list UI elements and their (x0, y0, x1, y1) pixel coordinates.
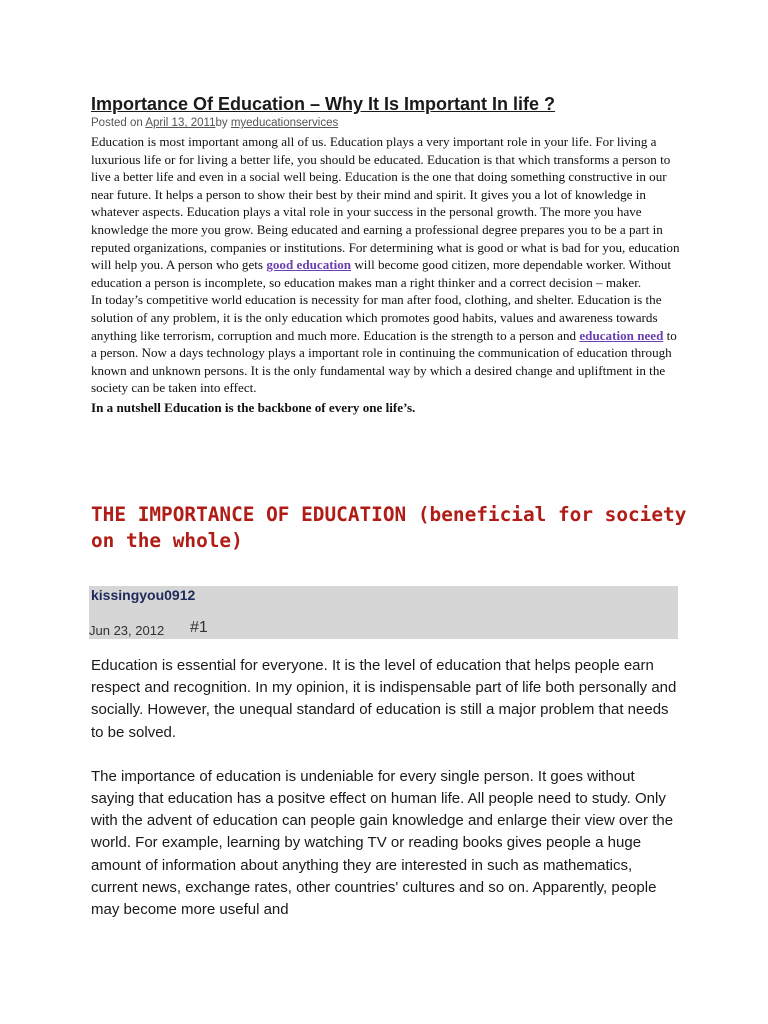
paragraph-text: will become good citizen, more dependable worker. Without education a person is incomplete, so education makes man a right thinker and a correct decision – maker. (91, 257, 672, 290)
post-number[interactable]: #1 (190, 619, 208, 636)
article-paragraph-2 (91, 291, 681, 397)
paragraph-text: In today’s competitive world education is necessity for man after food, clothing, and shelter. Education is the solution of any problem, it is the only education which promotes good habits, values and awareness towards anything like terrorism, corruption and much more. Education is the strength to a person and (91, 292, 662, 343)
forum-post-body (91, 655, 681, 943)
post-paragraph: Education is essential for everyone. It is the level of education that helps people earn respect and recognition. In my opinion, it is indispensable part of life both personally and socially. However, the unequal standard of education is still a major problem that needs to be solved. (91, 657, 677, 741)
post-username[interactable]: kissingyou0912 (91, 587, 196, 603)
good-education-link[interactable]: good education (266, 257, 352, 273)
post-meta (91, 117, 338, 129)
forum-thread-heading: THE IMPORTANCE OF EDUCATION (beneficial for society on the whole) (91, 503, 687, 552)
post-date: Jun 23, 2012 (89, 623, 165, 638)
post-date-link[interactable]: April 13, 2011 (145, 117, 216, 129)
posted-on-label: Posted on (91, 117, 146, 129)
education-need-link[interactable]: education need (579, 327, 664, 343)
by-label: by (215, 117, 231, 129)
article-body (91, 133, 681, 417)
article-paragraph-1 (91, 133, 681, 291)
paragraph-text: Education is most important among all of us. Education plays a very important role in your life. For living a luxurious life or for living a better life, you should be educated. Education is that which transforms a person to live a better life and even in a social well being. Education is the one that doing something constructive in our near future. It helps a person to show their best by their mind and spirit. It gives you a lot of knowledge in whatever aspects. Education plays a vital role in your success in the personal growth. The more you have knowledge the more you grow. Being educated and earning a professional degree prepares you to be a part in reputed organizations, companies or institutions. For determining what is good or what is bad for you, education will help you. A person who gets (91, 134, 680, 273)
article-title[interactable]: Importance Of Education – Why It Is Important In life ? (91, 94, 556, 114)
post-paragraph: The importance of education is undeniable for every single person. It goes without saying that education has a positve effect on human life. All people need to study. Only with the advent of education can people gain knowledge and enlarge their view over the world. For example, learning by watching TV or reading books gives people a huge amount of information about anything they are interested in such as mathematics, current news, exchange rates, other countries' cultures and so on. Apparently, people may become more useful and (91, 767, 674, 919)
paragraph-text: to a person. Now a days technology plays a important role in continuing the communication of education through known and unknown persons. It is the only fundamental way by which a desired change and upliftment in the society can be taken into effect. (91, 327, 677, 396)
author-link[interactable]: myeducationservices (230, 117, 339, 129)
nutshell-statement: In a nutshell Education is the backbone of every one life’s. (91, 399, 416, 415)
